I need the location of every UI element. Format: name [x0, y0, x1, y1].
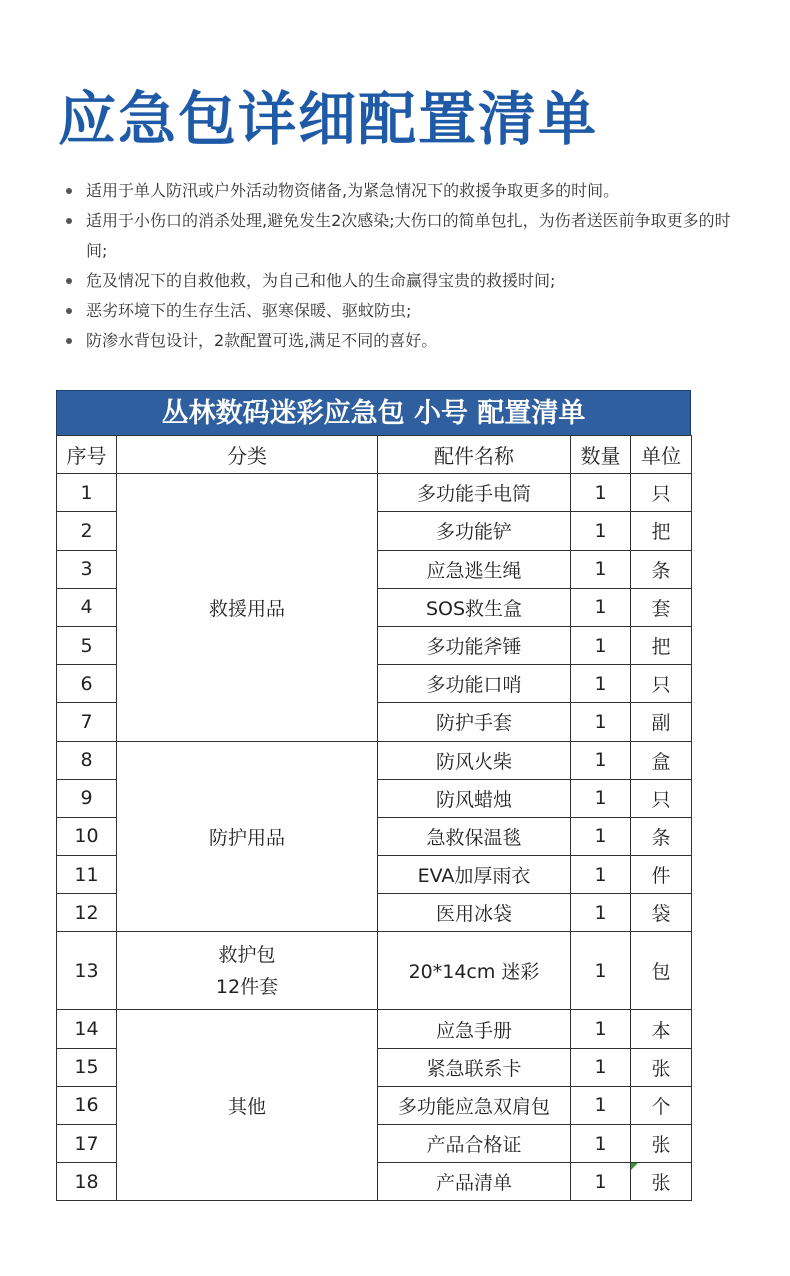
feature-item	[66, 176, 736, 206]
table-row	[57, 474, 692, 512]
cell-unit: 只	[631, 665, 692, 703]
cell-unit: 张	[631, 1048, 692, 1086]
cell-no: 13	[57, 932, 117, 1010]
bullet-dot-icon	[66, 338, 72, 344]
cell-no: 15	[57, 1048, 117, 1086]
table-row	[57, 741, 692, 779]
bullet-dot-icon	[66, 308, 72, 314]
table-row	[57, 932, 692, 1010]
cell-qty: 1	[571, 932, 631, 1010]
cell-unit: 包	[631, 932, 692, 1010]
feature-text: 适用于单人防汛或户外活动物资储备,为紧急情况下的救援争取更多的时间。	[86, 181, 620, 200]
kit-line-1: 救护包	[218, 943, 276, 966]
cell-corner-mark-icon	[631, 1163, 638, 1170]
cell-qty: 1	[571, 1048, 631, 1086]
cell-name: 多功能应急双肩包	[378, 1086, 571, 1124]
feature-item	[66, 206, 736, 266]
feature-text: 适用于小伤口的消杀处理,避免发生2次感染;大伤口的简单包扎，为伤者送医前争取更多的时间;	[86, 211, 731, 260]
cell-no: 4	[57, 588, 117, 626]
cell-name: 急救保温毯	[378, 817, 571, 855]
cell-qty: 1	[571, 856, 631, 894]
cell-no: 10	[57, 817, 117, 855]
cell-name: SOS救生盒	[378, 588, 571, 626]
cell-name: 多功能斧锤	[378, 626, 571, 664]
cell-name: 多功能口哨	[378, 665, 571, 703]
cell-unit: 把	[631, 626, 692, 664]
cell-no: 11	[57, 856, 117, 894]
feature-item	[66, 326, 736, 356]
cell-no: 18	[57, 1163, 117, 1201]
cell-category-rescue: 救援用品	[117, 474, 378, 741]
bullet-dot-icon	[66, 218, 72, 224]
cell-no: 12	[57, 894, 117, 932]
cell-qty: 1	[571, 665, 631, 703]
cell-no: 17	[57, 1125, 117, 1163]
cell-unit: 本	[631, 1010, 692, 1048]
feature-text: 危及情况下的自救他救，为自己和他人的生命赢得宝贵的救援时间;	[86, 271, 556, 290]
cell-name: 多功能铲	[378, 512, 571, 550]
cell-qty: 1	[571, 779, 631, 817]
header-name: 配件名称	[378, 436, 571, 474]
cell-no: 3	[57, 550, 117, 588]
cell-category-other: 其他	[117, 1010, 378, 1201]
cell-unit: 副	[631, 703, 692, 741]
table-banner: 丛林数码迷彩应急包 小号 配置清单	[56, 390, 691, 435]
cell-category-protect: 防护用品	[117, 741, 378, 932]
config-table-section	[56, 390, 691, 1201]
table-header-row	[57, 436, 692, 474]
cell-no: 8	[57, 741, 117, 779]
cell-qty: 1	[571, 588, 631, 626]
cell-name: 医用冰袋	[378, 894, 571, 932]
cell-qty: 1	[571, 894, 631, 932]
cell-name: 应急手册	[378, 1010, 571, 1048]
cell-unit: 只	[631, 474, 692, 512]
feature-list	[66, 176, 736, 356]
cell-no: 14	[57, 1010, 117, 1048]
cell-name: 产品清单	[378, 1163, 571, 1201]
cell-no: 16	[57, 1086, 117, 1124]
cell-name: 应急逃生绳	[378, 550, 571, 588]
cell-unit: 盒	[631, 741, 692, 779]
bullet-dot-icon	[66, 188, 72, 194]
cell-qty: 1	[571, 1163, 631, 1201]
cell-no: 9	[57, 779, 117, 817]
cell-category-kit	[117, 932, 378, 1010]
feature-text: 恶劣环境下的生存生活、驱寒保暖、驱蚊防虫;	[86, 301, 412, 320]
cell-name: 紧急联系卡	[378, 1048, 571, 1086]
cell-unit: 个	[631, 1086, 692, 1124]
cell-qty: 1	[571, 626, 631, 664]
cell-qty: 1	[571, 817, 631, 855]
cell-no: 5	[57, 626, 117, 664]
feature-item	[66, 296, 736, 326]
cell-name: 产品合格证	[378, 1125, 571, 1163]
cell-no: 1	[57, 474, 117, 512]
cell-qty: 1	[571, 474, 631, 512]
cell-no: 2	[57, 512, 117, 550]
cell-qty: 1	[571, 1125, 631, 1163]
cell-unit: 条	[631, 550, 692, 588]
cell-qty: 1	[571, 703, 631, 741]
cell-qty: 1	[571, 741, 631, 779]
feature-item	[66, 266, 736, 296]
cell-unit: 件	[631, 856, 692, 894]
cell-unit: 袋	[631, 894, 692, 932]
header-unit: 单位	[631, 436, 692, 474]
cell-name: 防风蜡烛	[378, 779, 571, 817]
cell-name: 防护手套	[378, 703, 571, 741]
cell-no: 6	[57, 665, 117, 703]
header-qty: 数量	[571, 436, 631, 474]
kit-line-2: 12件套	[215, 975, 279, 998]
cell-qty: 1	[571, 1010, 631, 1048]
cell-unit: 条	[631, 817, 692, 855]
cell-unit: 只	[631, 779, 692, 817]
cell-name: 多功能手电筒	[378, 474, 571, 512]
feature-text: 防渗水背包设计，2款配置可选,满足不同的喜好。	[86, 331, 438, 350]
cell-name: 20*14cm 迷彩	[378, 932, 571, 1010]
cell-unit: 张	[631, 1125, 692, 1163]
table-row	[57, 1010, 692, 1048]
cell-name: 防风火柴	[378, 741, 571, 779]
cell-unit: 套	[631, 588, 692, 626]
config-table	[56, 435, 692, 1201]
cell-qty: 1	[571, 550, 631, 588]
cell-no: 7	[57, 703, 117, 741]
header-no: 序号	[57, 436, 117, 474]
cell-unit: 把	[631, 512, 692, 550]
cell-name: EVA加厚雨衣	[378, 856, 571, 894]
header-category: 分类	[117, 436, 378, 474]
cell-unit	[631, 1163, 692, 1201]
page-title: 应急包详细配置清单	[58, 85, 599, 153]
bullet-dot-icon	[66, 278, 72, 284]
cell-qty: 1	[571, 1086, 631, 1124]
cell-qty: 1	[571, 512, 631, 550]
cell-unit-text: 张	[651, 1172, 671, 1195]
